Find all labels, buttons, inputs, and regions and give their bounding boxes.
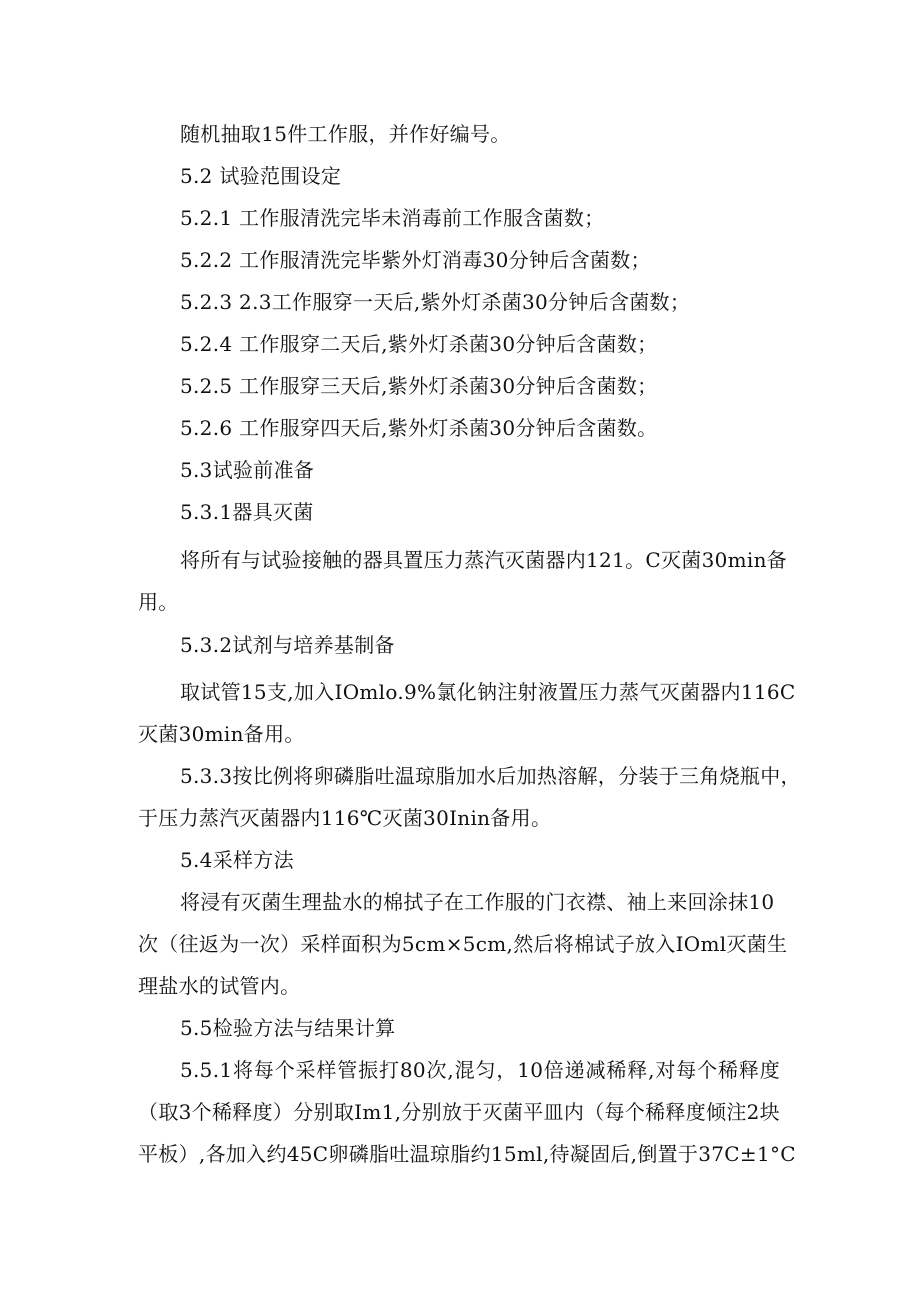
- list-item: 5.2.5 工作服穿三天后,紫外灯杀菌30分钟后含菌数；: [180, 374, 658, 398]
- list-item: 5.2.2 工作服清洗完毕紫外灯消毒30分钟后含菌数；: [180, 248, 651, 272]
- section-heading: 5.5检验方法与结果计算: [180, 1016, 396, 1040]
- text-line: 随机抽取15件工作服，并作好编号。: [180, 122, 511, 146]
- text-line: 将浸有灭菌生理盐水的棉拭子在工作服的门衣襟、袖上来回涂抹10: [180, 890, 775, 914]
- text-line: （取3个稀释度）分别取Im1,分别放于灭菌平皿内（每个稀释度倾注2块: [138, 1100, 780, 1124]
- text-line: 平板）,各加入约45C卵磷脂吐温琼脂约15ml,待凝固后,倒置于37C±1°C: [138, 1142, 796, 1166]
- subsection-heading: 5.3.2试剂与培养基制备: [180, 633, 395, 657]
- text-line: 理盐水的试管内。: [138, 974, 301, 998]
- section-heading: 5.4采样方法: [180, 848, 294, 872]
- section-heading: 5.3试验前准备: [180, 458, 315, 482]
- text-line: 用。: [138, 590, 179, 614]
- text-line: 灭菌30min备用。: [138, 722, 305, 746]
- text-line: 5.3.3按比例将卵磷脂吐温琼脂加水后加热溶解，分装于三角烧瓶中，: [180, 764, 801, 788]
- list-item: 5.2.3 2.3工作服穿一天后,紫外灯杀菌30分钟后含菌数；: [180, 290, 691, 314]
- list-item: 5.2.1 工作服清洗完毕未消毒前工作服含菌数；: [180, 206, 605, 230]
- text-line: 于压力蒸汽灭菌器内116℃灭菌30Inin备用。: [138, 806, 552, 830]
- text-line: 次（往返为一次）采样面积为5cm×5cm,然后将棉试子放入IOml灭菌生: [138, 932, 788, 956]
- text-line: 5.5.1将每个采样管振打80次,混匀，10倍递减稀释,对每个稀释度: [180, 1058, 780, 1082]
- text-line: 将所有与试验接触的器具置压力蒸汽灭菌器内121。C灭菌30min备: [180, 548, 788, 572]
- list-item: 5.2.4 工作服穿二天后,紫外灯杀菌30分钟后含菌数；: [180, 332, 658, 356]
- list-item: 5.2.6 工作服穿四天后,紫外灯杀菌30分钟后含菌数。: [180, 416, 658, 440]
- section-heading: 5.2 试验范围设定: [180, 164, 342, 188]
- text-line: 取试管15支,加入IOmlo.9%氯化钠注射液置压力蒸气灭菌器内116C: [180, 680, 796, 704]
- subsection-heading: 5.3.1器具灭菌: [180, 500, 314, 524]
